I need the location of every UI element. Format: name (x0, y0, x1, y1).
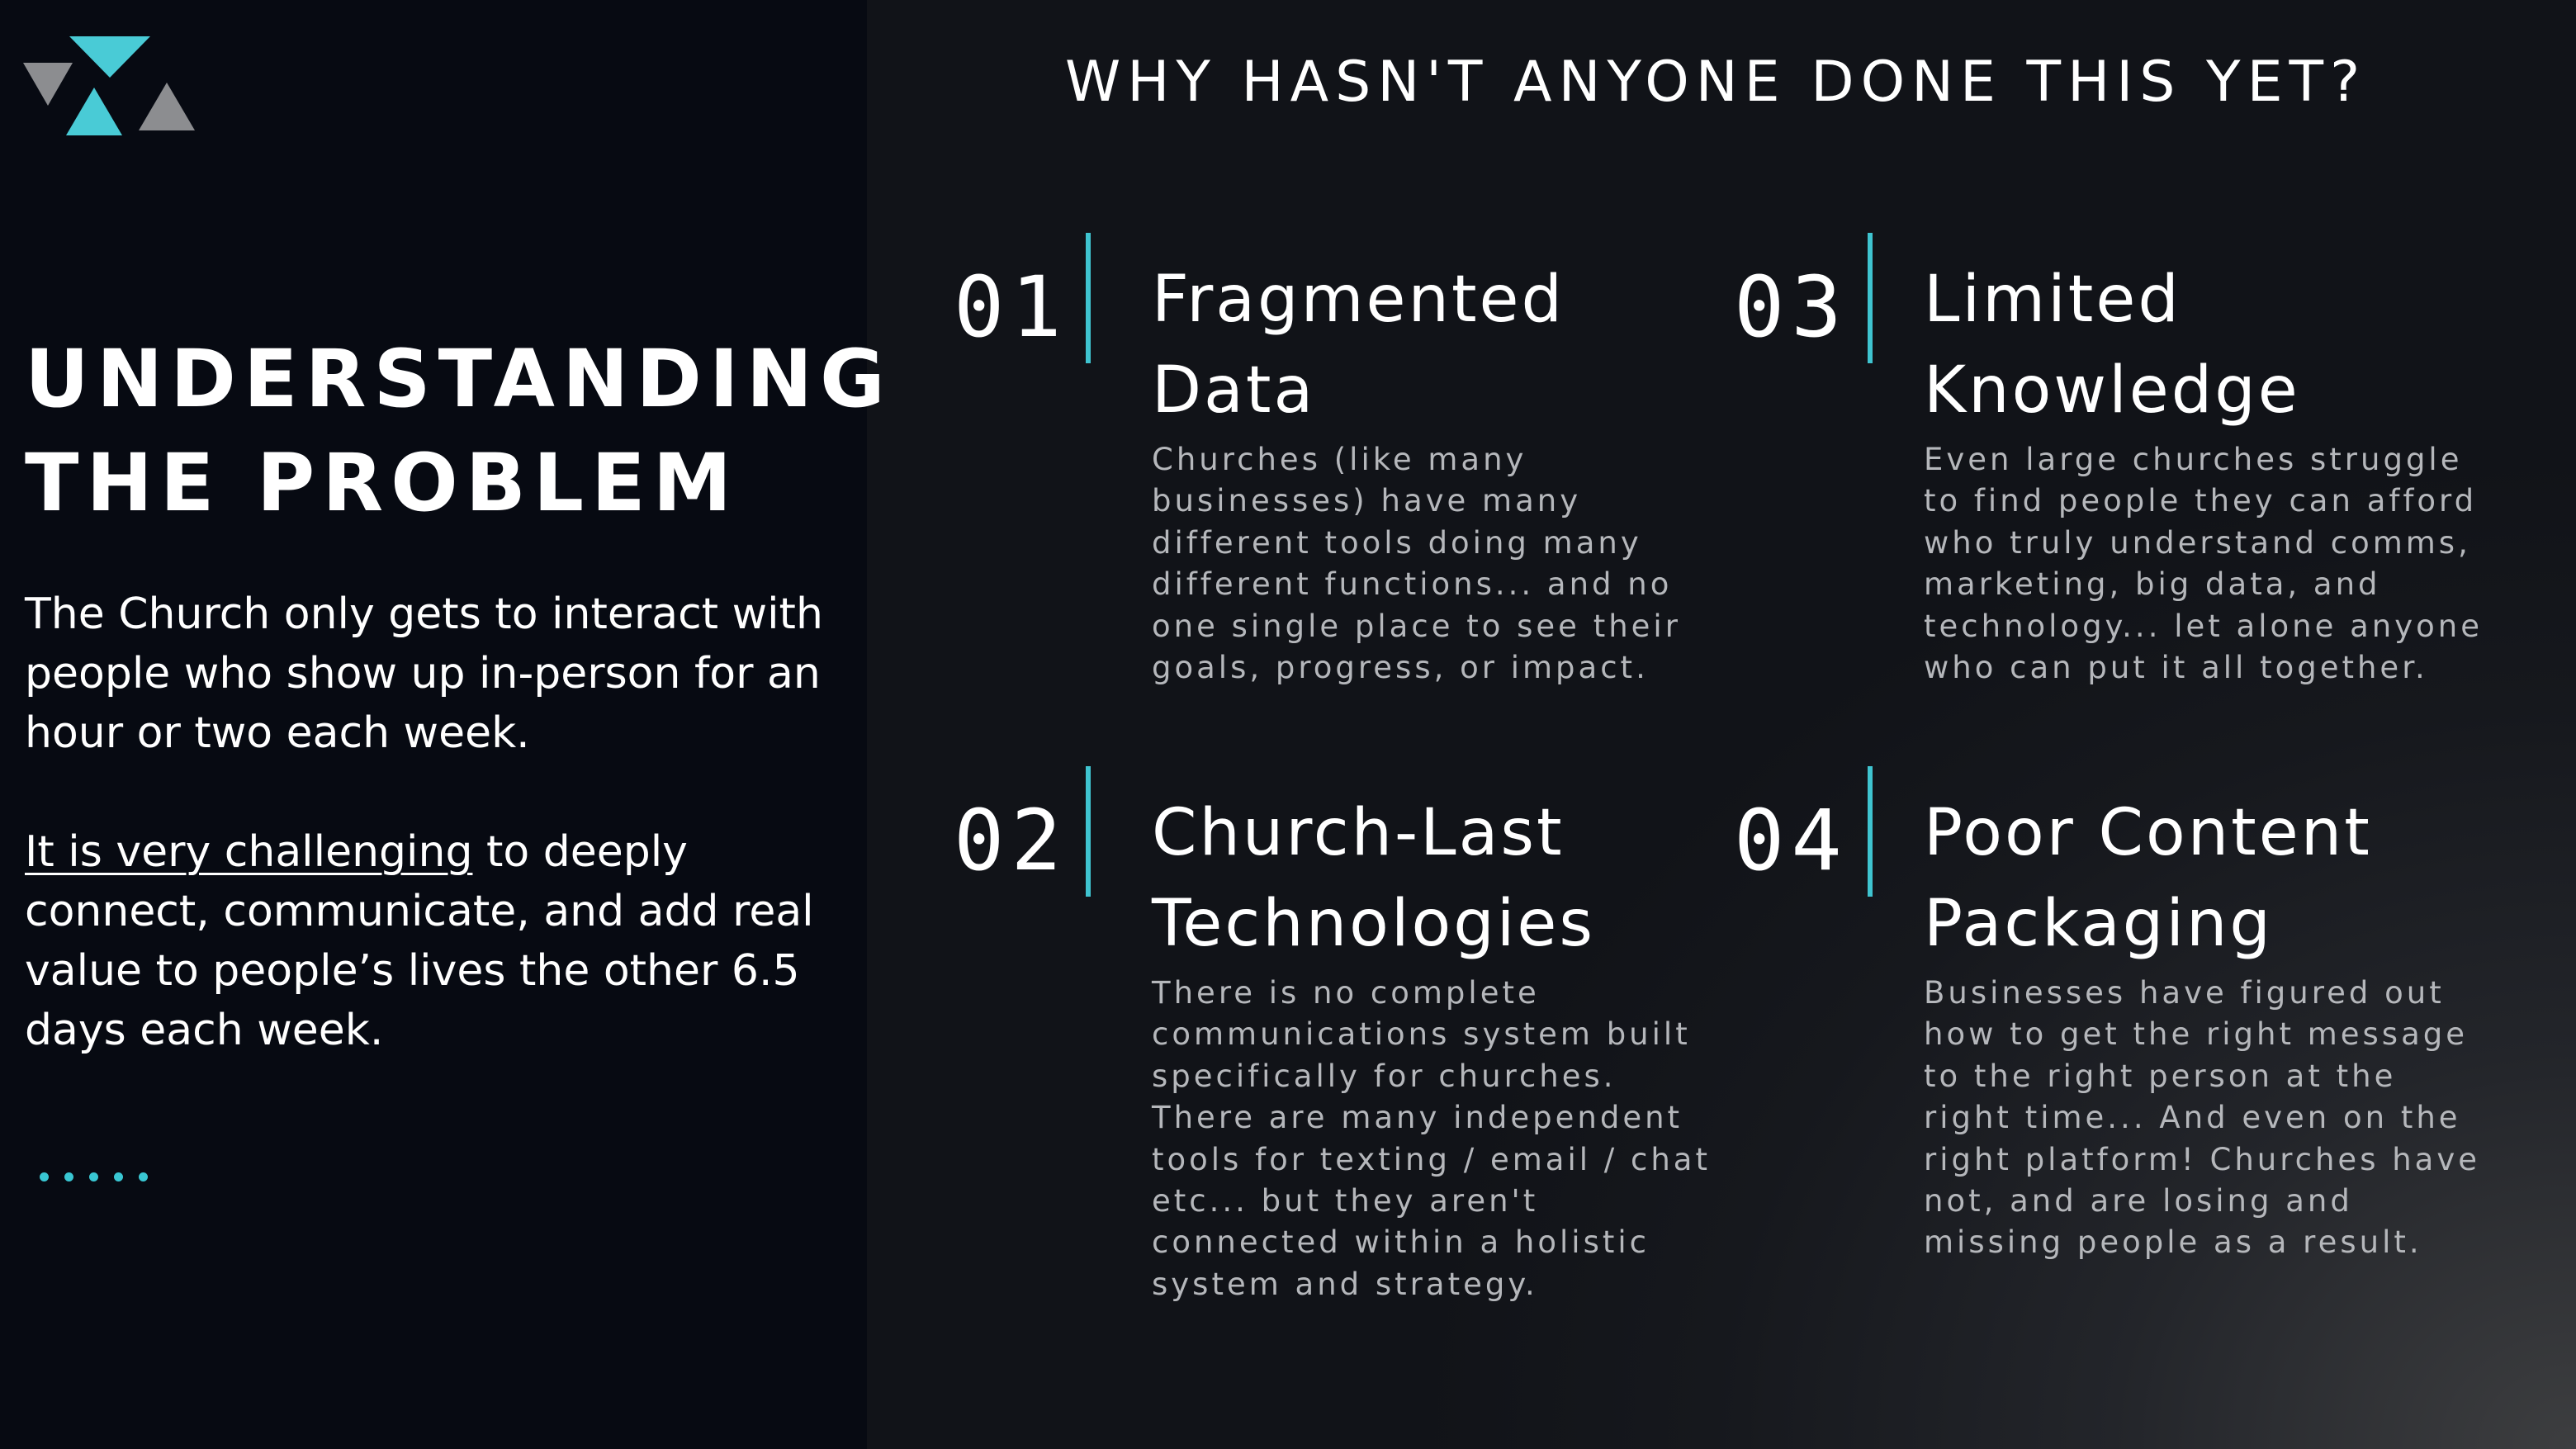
dot (40, 1172, 49, 1181)
reason-title: Church-Last Technologies (1152, 796, 1596, 961)
slide-title: WHY HASN'T ANYONE DONE THIS YET? (1065, 50, 2367, 115)
dot (139, 1172, 148, 1181)
challenge-text: to deeply connect, communicate, and add real value to people’s lives the other 6.5 days each week. (25, 827, 814, 1055)
dots-indicator (40, 1172, 148, 1181)
heading-line-2: THE PROBLEM (25, 437, 740, 529)
challenge-paragraph (25, 822, 842, 1060)
heading-line-1: UNDERSTANDING (25, 333, 893, 425)
dot (64, 1172, 73, 1181)
reason-title: Fragmented Data (1152, 263, 1565, 428)
reason-description: There is no complete communications system built specifically for churches. There are many independent tools for texting / email / chat etc... but they aren't connected within a holistic system and strategy. (1152, 975, 1711, 1302)
accent-divider (1868, 233, 1873, 363)
accent-divider (1086, 233, 1091, 363)
reason-description: Businesses have figured out how to get the right message to the right person at the right time... And even on the right platform! Churches have not, and are losing and missing people as a result. (1924, 975, 2481, 1261)
reason-description: Even large churches struggle to find people they can afford who truly understand comms, marketing, big data, and technology... let alone anyone who can put it all together. (1924, 442, 2483, 686)
reason-number: 04 (1734, 792, 1849, 890)
triangles-logo-icon (23, 36, 195, 135)
reason-title: Poor Content Packaging (1924, 796, 2372, 961)
reason-number: 01 (954, 258, 1068, 357)
intro-paragraph: The Church only gets to interact with people who show up in-person for an hour or two each week. (25, 590, 823, 758)
reason-description: Churches (like many businesses) have many different tools doing many different functions... and no one single place to see their goals, progress, or impact. (1152, 442, 1681, 686)
main-heading (25, 327, 893, 535)
reason-title: Limited Knowledge (1924, 263, 2300, 428)
accent-divider (1086, 766, 1091, 897)
dot (114, 1172, 123, 1181)
reason-number: 02 (954, 792, 1068, 890)
reason-number: 03 (1734, 258, 1849, 357)
accent-divider (1868, 766, 1873, 897)
dot (89, 1172, 98, 1181)
challenge-emphasis: It is very challenging (25, 827, 473, 877)
